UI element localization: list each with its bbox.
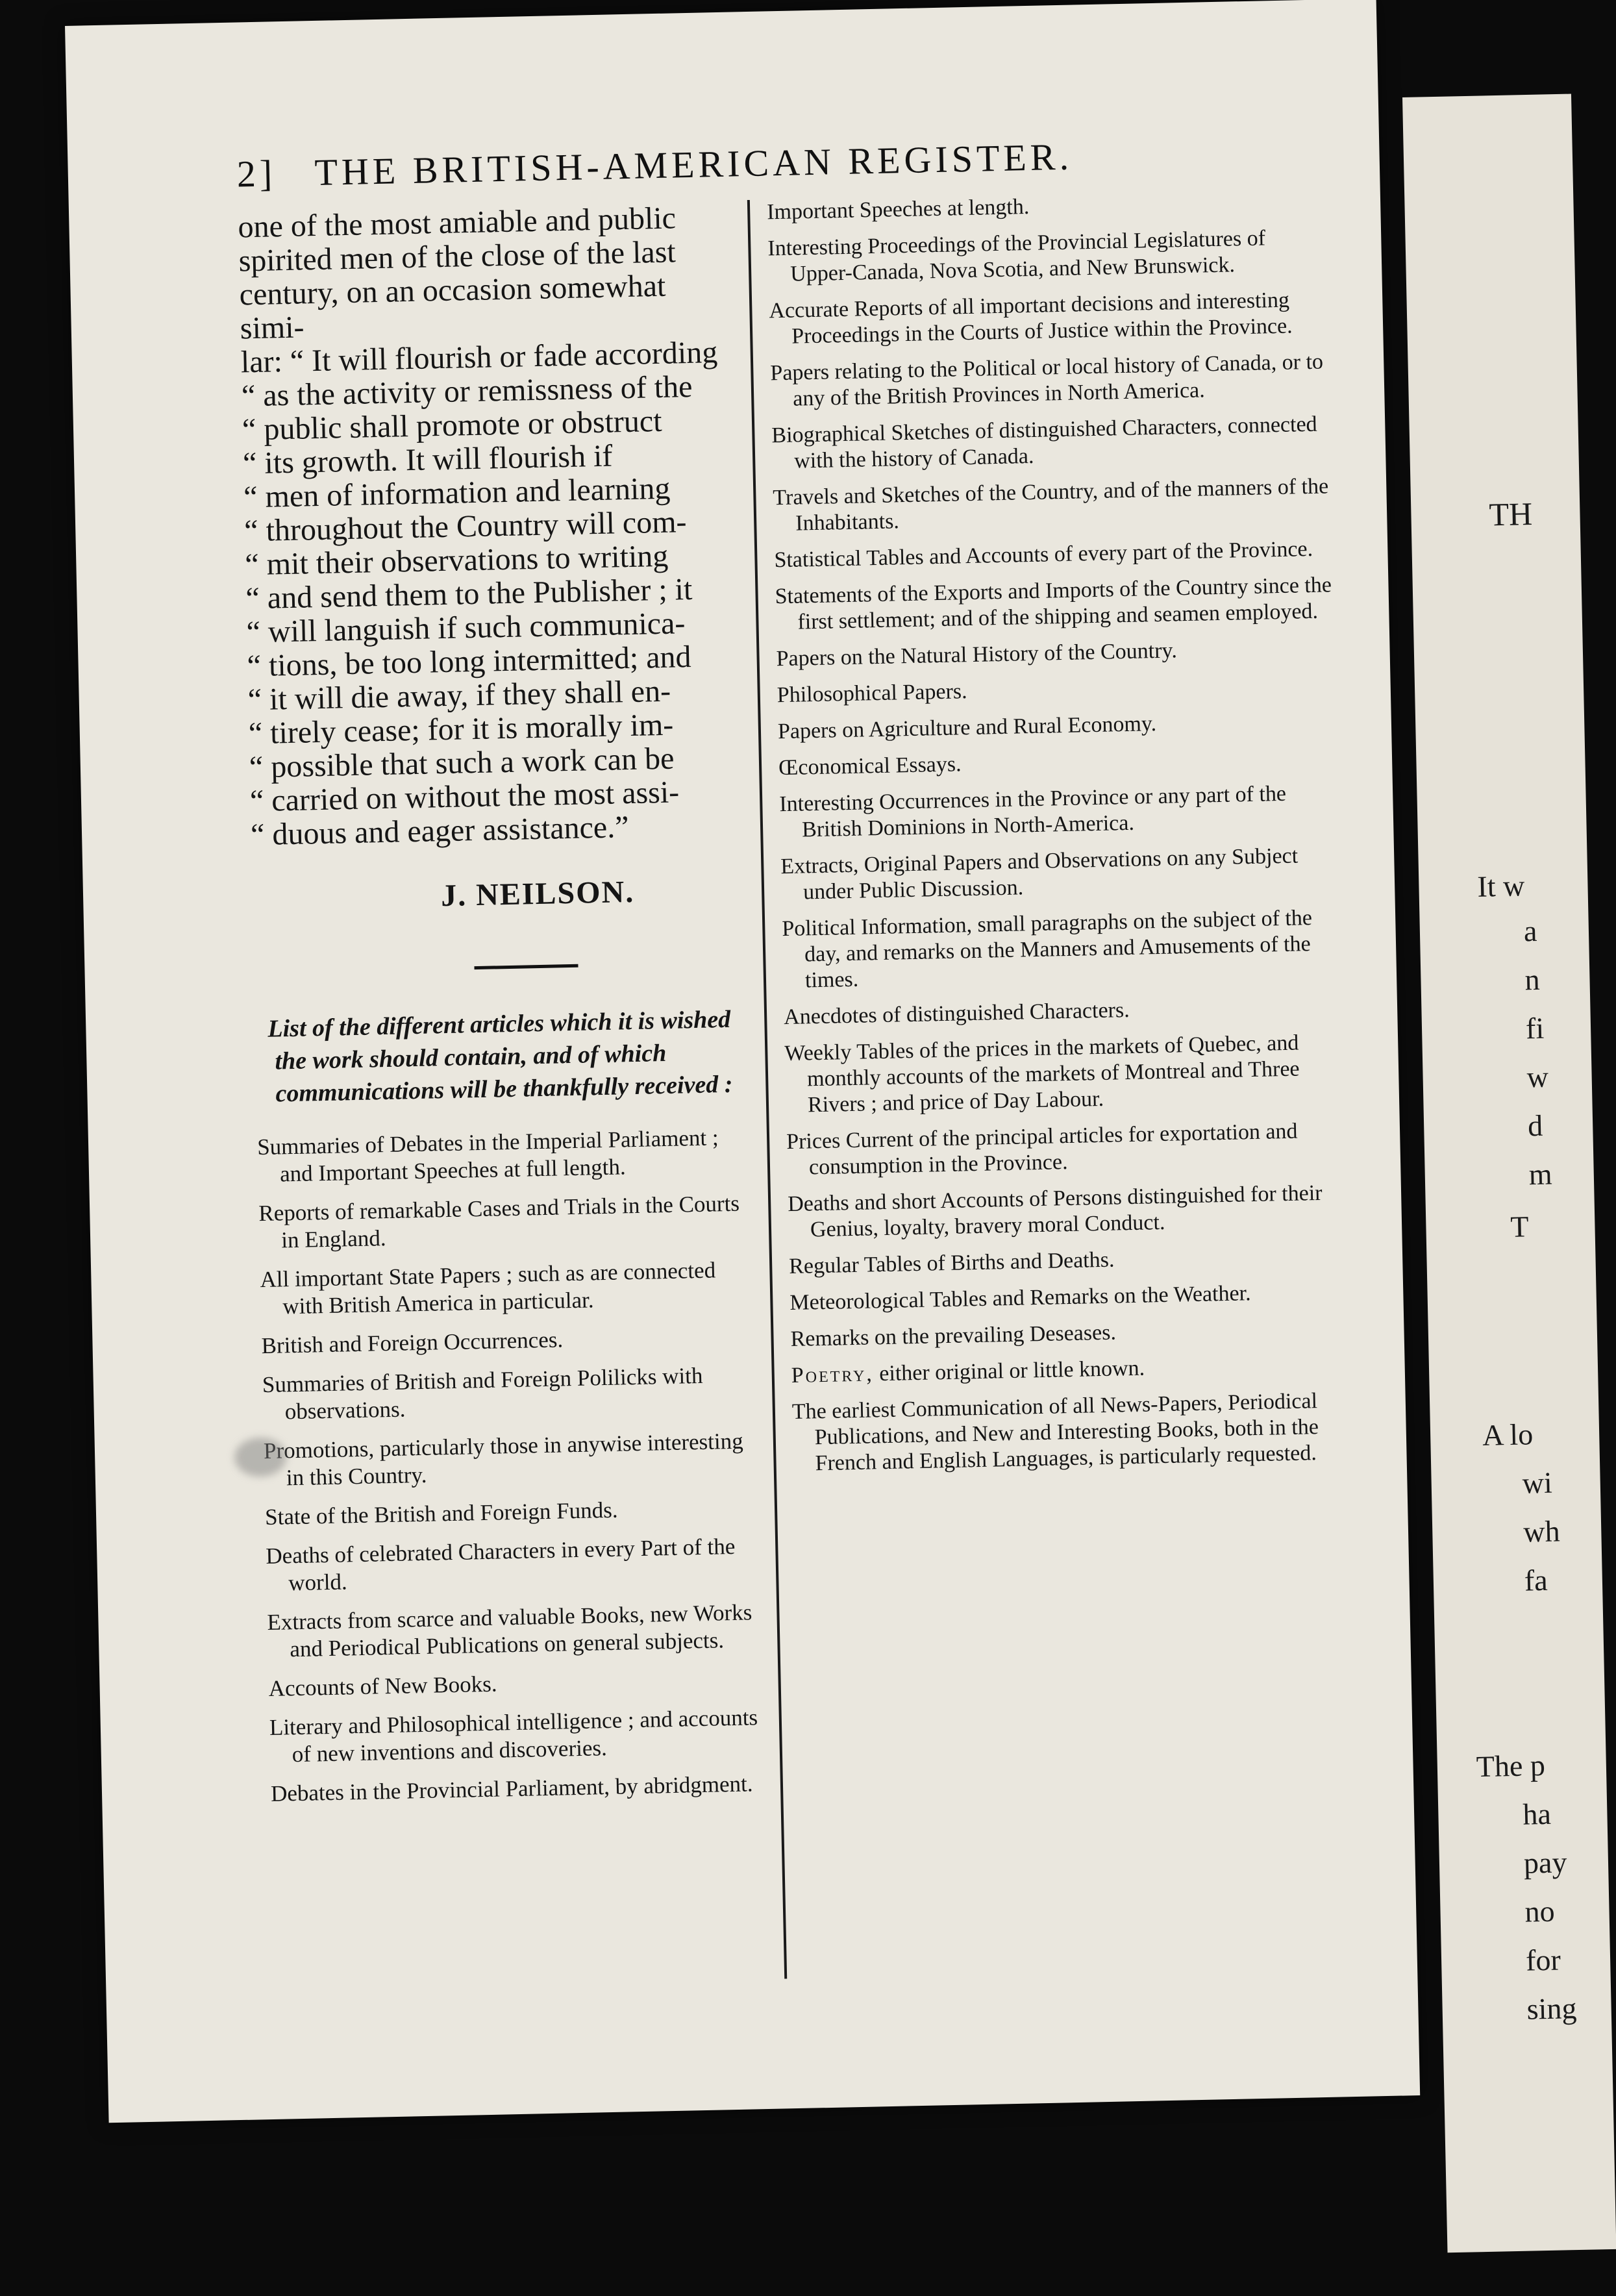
- list-item: Remarks on the prevailing Deseases.: [790, 1320, 1117, 1352]
- list-item: Statements of the Exports and Imports of the Country since the first settlement; and of the shipping and seamen employed.: [775, 573, 1332, 634]
- intro-quote: [238, 201, 745, 853]
- section-divider: [474, 964, 578, 969]
- list-item: Political Information, small paragraphs on the subject of the day, and remarks on the Manners and Amusements of the times.: [781, 906, 1313, 993]
- next-page-fragment: It w: [1476, 869, 1525, 903]
- next-page-fragment: wi: [1522, 1466, 1553, 1500]
- list-item: State of the British and Foreign Funds.: [264, 1497, 618, 1530]
- signature: J. NEILSON.: [440, 874, 635, 914]
- next-page-fragment: pay: [1523, 1845, 1567, 1880]
- list-item: Extracts from scarce and valuable Books, new Works and Periodical Publications on general subjects.: [267, 1599, 752, 1662]
- right-column: [767, 188, 1358, 1488]
- next-page-fragment: m: [1528, 1157, 1553, 1192]
- list-item: Literary and Philosophical intelligence ; and accounts of new inventions and discoveries.: [269, 1704, 758, 1767]
- intro-line: “ and send them to the Publisher ; it: [245, 571, 693, 616]
- running-title: THE BRITISH-AMERICAN REGISTER.: [314, 135, 1073, 193]
- intro-line: “ its growth. It will flourish if: [242, 438, 613, 481]
- list-item: Interesting Proceedings of the Provincial Legislatures of Upper-Canada, Nova Scotia, and New Brunswick.: [767, 226, 1266, 286]
- intro-line: “ as the activity or remissness of the: [241, 369, 693, 414]
- list-item: All important State Papers ; such as are connected with British America in particular.: [260, 1257, 716, 1319]
- register-page: [65, 0, 1420, 2123]
- intro-line: one of the most amiable and public: [237, 201, 677, 245]
- next-page-fragment: d: [1527, 1108, 1543, 1143]
- intro-line: “ duous and eager assistance.”: [250, 810, 630, 853]
- intro-line: “ carried on without the most assi-: [249, 775, 680, 819]
- next-page-fragment: ha: [1522, 1797, 1552, 1831]
- list-item: Œconomical Essays.: [778, 752, 962, 780]
- intro-line: “ men of information and learning: [243, 471, 671, 515]
- list-item: Papers on Agriculture and Rural Economy.: [777, 712, 1157, 744]
- next-page-fragment: n: [1524, 962, 1541, 997]
- intro-line: “ throughout the Country will com-: [243, 505, 687, 549]
- list-item: Papers relating to the Political or local history of Canada, or to any of the British Provinces in North America.: [770, 349, 1324, 411]
- next-page-fragment: a: [1523, 914, 1537, 948]
- list-item: Meteorological Tables and Remarks on the Weather.: [789, 1281, 1251, 1316]
- list-item: Biographical Sketches of distinguished Characters, connected with the history of Canada.: [771, 412, 1317, 473]
- next-page-fragment: for: [1525, 1943, 1561, 1977]
- list-item: Travels and Sketches of the Country, and of the manners of the Inhabitants.: [773, 474, 1329, 536]
- next-page-fragment: T: [1510, 1210, 1530, 1243]
- next-page-fragment: w: [1526, 1060, 1549, 1094]
- left-column: [238, 201, 765, 1819]
- next-page-fragment: wh: [1523, 1514, 1561, 1549]
- poetry-rest: either original or little known.: [873, 1356, 1145, 1386]
- list-item: Debates in the Provincial Parliament, by abridgment.: [270, 1771, 753, 1806]
- intro-line: century, on an occasion somewhat simi-: [239, 268, 666, 346]
- list-item: Promotions, particularly those in anywise interesting in this Country.: [263, 1428, 744, 1491]
- intro-line: lar: “ It will flourish or fade according: [240, 335, 718, 380]
- next-page-fragment: no: [1524, 1894, 1556, 1928]
- next-page-edge: [1402, 94, 1616, 2253]
- intro-line: “ possible that such a work can be: [249, 741, 675, 785]
- poetry-item: [791, 1351, 1356, 1389]
- list-item: Important Speeches at length.: [766, 194, 1030, 225]
- intro-line: “ mit their observations to writing: [244, 538, 669, 582]
- list-item: Summaries of British and Foreign Polilicks with observations.: [262, 1362, 703, 1425]
- list-item: Regular Tables of Births and Deaths.: [788, 1247, 1115, 1279]
- left-article-list: [257, 1123, 765, 1808]
- list-item: Papers on the Natural History of the Country.: [776, 638, 1178, 671]
- next-page-fragment: TH: [1488, 495, 1533, 533]
- list-item: Philosophical Papers.: [777, 679, 967, 708]
- list-item: Reports of remarkable Cases and Trials in the Courts in England.: [258, 1190, 740, 1253]
- list-item: Accurate Reports of all important decisions and interesting Proceedings in the Courts of Justice within the Province.: [769, 288, 1293, 349]
- poetry-lead: Poetry,: [791, 1362, 875, 1388]
- list-item: Accounts of New Books.: [268, 1671, 497, 1701]
- list-item: The earliest Communication of all News-Papers, Periodical Publications, and New and Interesting Books, both in the French and English Languages, is particularly requested.: [791, 1389, 1319, 1476]
- list-item: Deaths of celebrated Characters in every Part of the world.: [266, 1533, 736, 1596]
- next-page-fragment: sing: [1526, 1991, 1577, 2026]
- next-page-fragment: fa: [1524, 1563, 1548, 1597]
- intro-line: “ will languish if such communica-: [246, 606, 686, 650]
- right-article-list: [767, 188, 1358, 1477]
- next-page-fragment: fi: [1525, 1011, 1545, 1045]
- intro-line: “ tions, be too long intermitted; and: [247, 640, 692, 684]
- next-page-fragment: The p: [1476, 1748, 1546, 1784]
- list-item: Deaths and short Accounts of Persons distinguished for their Genius, loyalty, bravery moral Conduct.: [787, 1180, 1323, 1242]
- list-item: Summaries of Debates in the Imperial Parliament ; and Important Speeches at full length.: [256, 1125, 719, 1187]
- list-heading: List of the different articles which it is wished the work should contain, and of which communications will be thankfully received :: [267, 1005, 733, 1108]
- next-page-fragment: A lo: [1482, 1417, 1534, 1452]
- list-item: Weekly Tables of the prices in the markets of Quebec, and monthly accounts of the markets of Montreal and Three Rivers ; and price of Day Labour.: [784, 1030, 1300, 1117]
- page-number: 2]: [236, 152, 277, 195]
- intro-line: “ tirely cease; for it is morally im-: [248, 707, 674, 751]
- intro-line: “ public shall promote or obstruct: [242, 403, 663, 447]
- list-item: British and Foreign Occurrences.: [261, 1327, 564, 1359]
- list-item: Extracts, Original Papers and Observations on any Subject under Public Discussion.: [780, 843, 1299, 905]
- running-head: [236, 129, 1341, 196]
- intro-line: “ it will die away, if they shall en-: [247, 673, 671, 718]
- list-item: Prices Current of the principal articles for exportation and consumption in the Province.: [786, 1119, 1298, 1180]
- list-item: Statistical Tables and Accounts of every part of the Province.: [774, 536, 1313, 573]
- list-item: Interesting Occurrences in the Province or any part of the British Dominions in North-America.: [778, 781, 1287, 842]
- list-item: Anecdotes of distinguished Characters.: [783, 997, 1130, 1030]
- intro-line: spirited men of the close of the last: [238, 234, 677, 279]
